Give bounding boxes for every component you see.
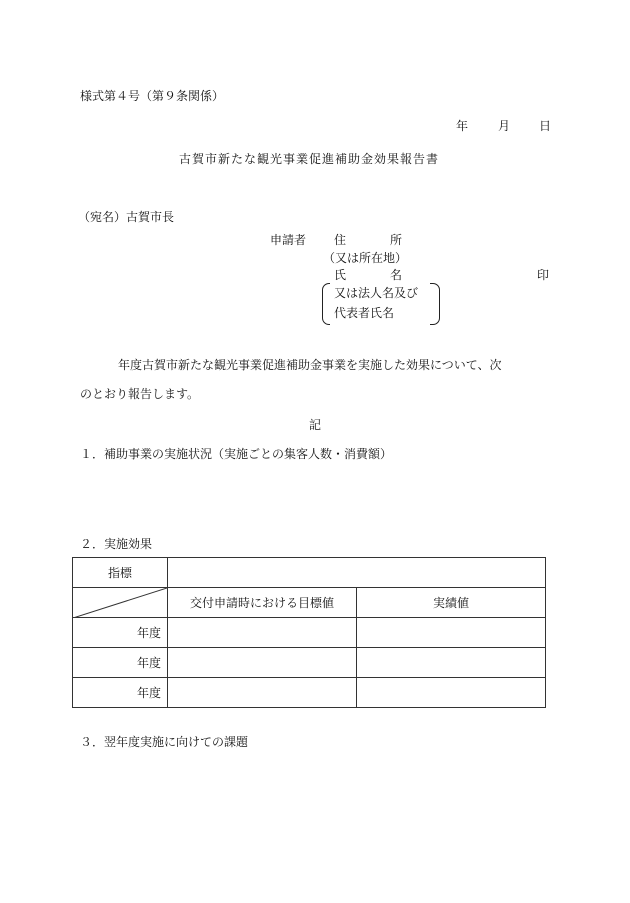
address-label-2: 所 <box>390 233 403 247</box>
name-label-2: 名 <box>390 268 403 282</box>
actual-value-cell[interactable] <box>357 618 546 648</box>
table-row <box>73 678 546 708</box>
year-label-cell: 年度 <box>73 678 168 708</box>
indicator-label-cell: 指標 <box>73 558 168 588</box>
name-label-1: 氏 <box>334 268 347 282</box>
table-row <box>73 648 546 678</box>
corp-name-line-1: 又は法人名及び <box>334 286 419 300</box>
form-number: 様式第４号（第９条関係） <box>80 89 225 103</box>
target-value-cell[interactable] <box>168 648 357 678</box>
year-label-cell: 年度 <box>73 618 168 648</box>
date-month: 月 <box>498 119 511 133</box>
applicant-label: 申請者 <box>270 233 307 247</box>
diagonal-cell <box>73 588 168 618</box>
address-sub-label: （又は所在地） <box>323 251 408 265</box>
date-year: 年 <box>456 119 469 133</box>
target-value-cell[interactable] <box>168 618 357 648</box>
effect-table <box>72 557 546 708</box>
address-label-1: 住 <box>334 233 347 247</box>
year-label-cell: 年度 <box>73 648 168 678</box>
section-1-heading: １．補助事業の実施状況（実施ごとの集客人数・消費額） <box>80 447 393 461</box>
seal-mark: 印 <box>537 268 550 282</box>
section-3-heading: ３．翌年度実施に向けての課題 <box>80 735 249 749</box>
body-text-line-1: 年度古賀市新たな観光事業促進補助金事業を実施した効果について、次 <box>118 358 502 372</box>
diagonal-line <box>73 588 167 618</box>
table-row <box>73 618 546 648</box>
ki-heading: 記 <box>309 418 322 432</box>
addressee: （宛名）古賀市長 <box>78 210 175 224</box>
actual-value-cell[interactable] <box>357 648 546 678</box>
indicator-value-cell[interactable] <box>168 558 546 588</box>
date-day: 日 <box>539 119 552 133</box>
document-title: 古賀市新たな観光事業促進補助金効果報告書 <box>179 152 440 166</box>
actual-header-cell: 実績値 <box>357 588 546 618</box>
target-header-cell: 交付申請時における目標値 <box>168 588 357 618</box>
actual-value-cell[interactable] <box>357 678 546 708</box>
table-row <box>73 558 546 588</box>
body-text-line-2: のとおり報告します。 <box>80 387 200 401</box>
section-2-heading: ２．実施効果 <box>80 537 153 551</box>
table-row <box>73 588 546 618</box>
target-value-cell[interactable] <box>168 678 357 708</box>
corp-name-line-2: 代表者氏名 <box>334 306 395 320</box>
